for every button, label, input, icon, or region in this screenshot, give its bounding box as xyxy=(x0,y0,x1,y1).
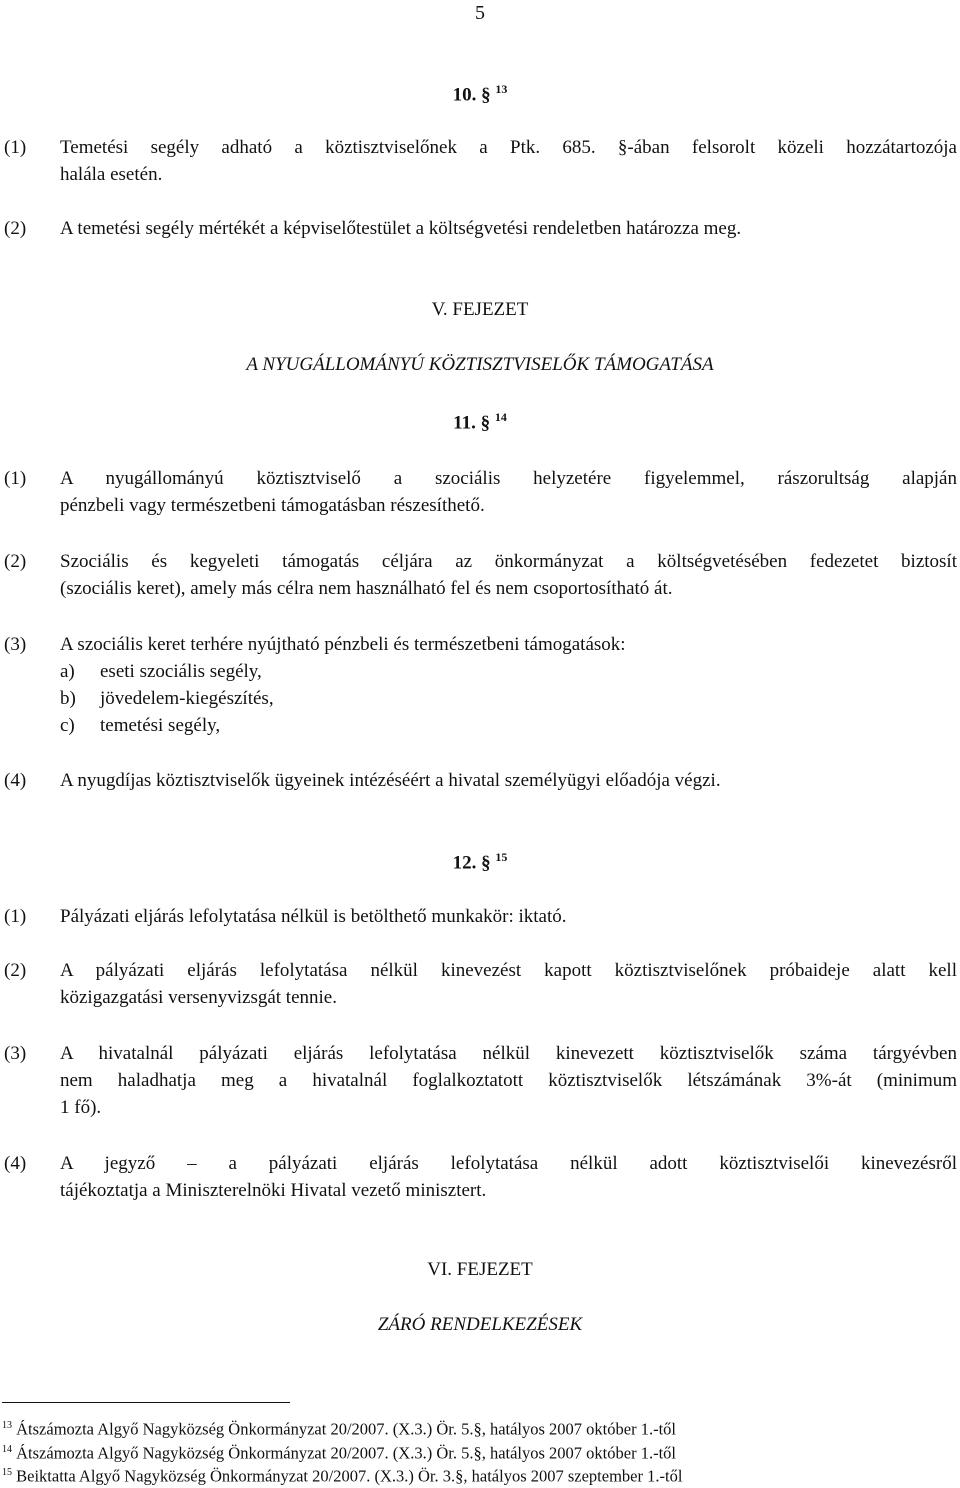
footnote-text: Átszámozta Algyő Nagyközség Önkormányzat 20/2007. (X.3.) Ör. 5.§, hatályos 2007 október 1.-től xyxy=(16,1419,676,1439)
paragraph-number: (1) xyxy=(4,906,27,927)
paragraph-line: A nyugdíjas köztisztviselők ügyeinek intézéséért a hivatal személyügyi előadója végzi. xyxy=(60,770,721,791)
paragraph-line: 1 fő). xyxy=(60,1097,102,1118)
list-item: jövedelem-kiegészítés, xyxy=(100,688,274,709)
chapter-5-subtitle: A NYUGÁLLOMÁNYÚ KÖZTISZTVISELŐK TÁMOGATÁSA xyxy=(246,354,714,375)
footnote-ref: 14 xyxy=(494,410,507,424)
paragraph-number: (1) xyxy=(4,137,27,158)
footnote-text: Beiktatta Algyő Nagyközség Önkormányzat 20/2007. (X.3.) Ör. 3.§, hatályos 2007 szeptember 1.-től xyxy=(16,1466,683,1486)
paragraph-line: A jegyző – a pályázati eljárás lefolytatása nélkül adott köztisztviselői kinevezésről xyxy=(60,1153,957,1174)
paragraph-line: A temetési segély mértékét a képviselőtestület a költségvetési rendeletben határozza meg. xyxy=(60,218,742,239)
paragraph-number: (2) xyxy=(4,218,27,239)
footnote-number: 15 xyxy=(2,1467,12,1478)
section-12-heading xyxy=(0,850,960,874)
footnote-13 xyxy=(2,1415,676,1441)
footnote-15 xyxy=(2,1462,682,1488)
list-label: c) xyxy=(60,715,75,736)
section-11-heading xyxy=(0,410,960,434)
list-item: temetési segély, xyxy=(100,715,221,736)
paragraph-line: A szociális keret terhére nyújtható pénzbeli és természetbeni támogatások: xyxy=(60,634,626,655)
page-number: 5 xyxy=(475,2,485,24)
paragraph-line: nem haladhatja meg a hivatalnál foglalkoztatott köztisztviselők létszámának 3%-át (minimum xyxy=(60,1070,957,1091)
paragraph-number: (3) xyxy=(4,634,27,655)
paragraph-line: tájékoztatja a Miniszterelnöki Hivatal vezető minisztert. xyxy=(60,1180,487,1201)
paragraph-line: A nyugállományú köztisztviselő a szociális helyzetére figyelemmel, rászorultság alapján xyxy=(60,468,957,489)
paragraph-number: (3) xyxy=(4,1043,27,1064)
paragraph-line: Szociális és kegyeleti támogatás céljára az önkormányzat a költségvetésében fedezetet biztosít xyxy=(60,551,957,572)
paragraph-number: (2) xyxy=(4,551,27,572)
section-10-heading xyxy=(0,82,960,106)
footnote-ref: 13 xyxy=(495,82,508,96)
chapter-5-title: V. FEJEZET xyxy=(431,299,529,320)
section-title: 10. § xyxy=(452,84,491,106)
list-label: a) xyxy=(60,661,75,682)
footnote-text: Átszámozta Algyő Nagyközség Önkormányzat 20/2007. (X.3.) Ör. 5.§, hatályos 2007 október 1.-től xyxy=(16,1443,676,1463)
paragraph-line: A pályázati eljárás lefolytatása nélkül kinevezést kapott köztisztviselőnek próbaideje alatt kell xyxy=(60,960,957,981)
paragraph-line: halála esetén. xyxy=(60,164,163,185)
footnote-number: 13 xyxy=(2,1420,12,1431)
paragraph-line: pénzbeli vagy természetbeni támogatásban részesíthető. xyxy=(60,495,485,516)
footnote-number: 14 xyxy=(2,1444,12,1455)
paragraph-line: (szociális keret), amely más célra nem használható fel és nem csoportosítható át. xyxy=(60,578,673,599)
footnote-divider xyxy=(2,1402,290,1403)
paragraph-line: Pályázati eljárás lefolytatása nélkül is betölthető munkakör: iktató. xyxy=(60,906,567,927)
paragraph-number: (2) xyxy=(4,960,27,981)
section-title: 12. § xyxy=(452,852,491,874)
footnote-ref: 15 xyxy=(495,850,508,864)
footnote-14 xyxy=(2,1439,676,1465)
paragraph-line: A hivatalnál pályázati eljárás lefolytatása nélkül kinevezett köztisztviselők száma tárgyévben xyxy=(60,1043,957,1064)
section-title: 11. § xyxy=(453,412,491,434)
list-label: b) xyxy=(60,688,76,709)
paragraph-number: (1) xyxy=(4,468,27,489)
chapter-6-subtitle: ZÁRÓ RENDELKEZÉSEK xyxy=(377,1314,583,1335)
list-item: eseti szociális segély, xyxy=(100,661,262,682)
paragraph-number: (4) xyxy=(4,1153,27,1174)
chapter-6-title: VI. FEJEZET xyxy=(427,1259,533,1280)
paragraph-line: közigazgatási versenyvizsgát tennie. xyxy=(60,987,337,1008)
paragraph-line: Temetési segély adható a köztisztviselőnek a Ptk. 685. §-ában felsorolt közeli hozzátartozója xyxy=(60,137,957,158)
paragraph-number: (4) xyxy=(4,770,27,791)
